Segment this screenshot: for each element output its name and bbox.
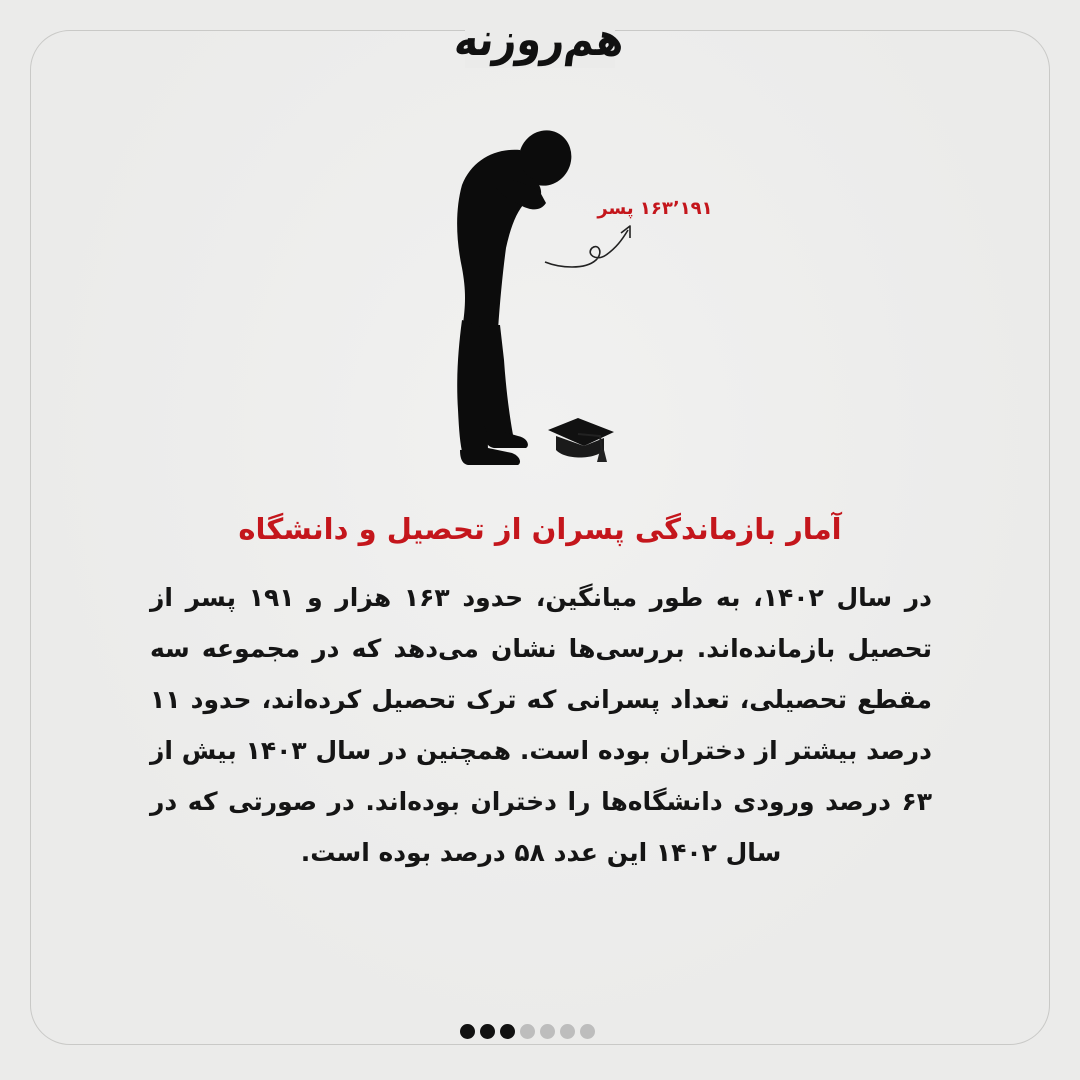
- body-paragraph: در سال ۱۴۰۲، به طور میانگین، حدود ۱۶۳ هزار و ۱۹۱ پسر از تحصیل بازمانده‌اند. بررسی‌ها نشان می‌دهد که در مجموعه سه مقطع تحصیلی، تعداد پسرانی که ترک تحصیل کرده‌اند، حدود ۱۱ درصد بیشتر از دختران بوده است. همچنین در سال ۱۴۰۳ بیش از ۶۳ درصد ورودی دانشگاه‌ها را دختران بوده‌اند. در صورتی که در سال ۱۴۰۲ این عدد ۵۸ درصد بوده است.: [150, 583, 933, 867]
- pagination-dot[interactable]: [480, 1024, 495, 1039]
- pagination-dot[interactable]: [580, 1024, 595, 1039]
- graduation-cap-icon: [548, 418, 614, 462]
- count-label: ۱۶۳٬۱۹۱ پسر: [597, 198, 713, 219]
- page-title: آمار بازماندگی پسران از تحصیل و دانشگاه: [238, 512, 842, 546]
- bowing-person-icon: [457, 122, 580, 465]
- pagination-dot[interactable]: [540, 1024, 555, 1039]
- pagination-dot[interactable]: [460, 1024, 475, 1039]
- pagination-dots[interactable]: [460, 1022, 595, 1040]
- pagination-dot[interactable]: [560, 1024, 575, 1039]
- pagination-dot[interactable]: [500, 1024, 515, 1039]
- logo-text: هم‌روزنه: [452, 13, 628, 67]
- curly-arrow-icon: [545, 226, 630, 267]
- pagination-dot[interactable]: [520, 1024, 535, 1039]
